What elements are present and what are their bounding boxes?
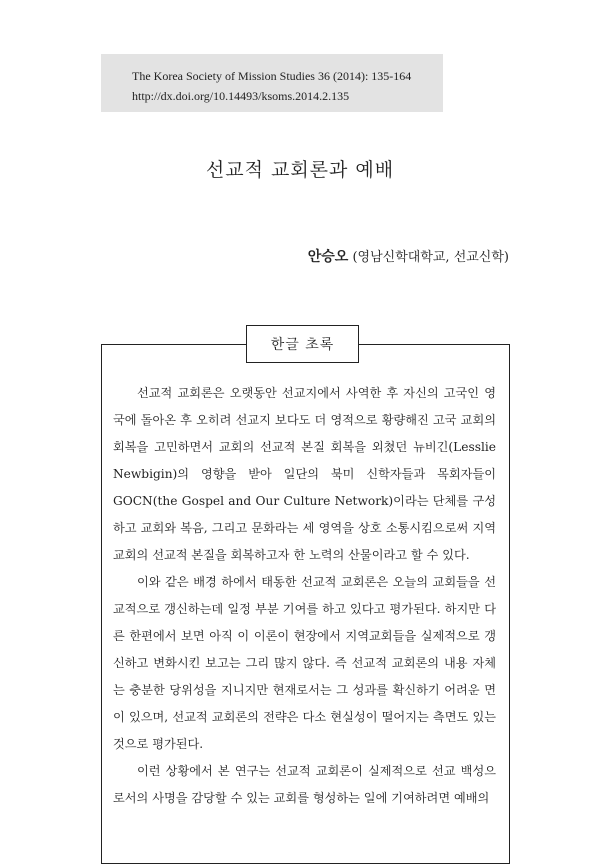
publication-header	[101, 54, 443, 112]
abstract-label: 한글 초록	[246, 325, 359, 363]
abstract-paragraph: 이런 상황에서 본 연구는 선교적 교회론이 실제적으로 선교 백성으로서의 사명을 감당할 수 있는 교회를 형성하는 일에 기여하려면 예배의	[113, 764, 496, 805]
author-line	[308, 246, 509, 266]
author-affiliation: (영남신학대학교, 선교신학)	[352, 250, 509, 265]
abstract-paragraph: 이와 같은 배경 하에서 태동한 선교적 교회론은 오늘의 교회들을 선교적으로 갱신하는데 일정 부분 기여를 하고 있다고 평가된다. 하지만 다른 한편에서 보면 아직 이 이론이 현장에서 지역교회들을 실제적으로 갱신하고 변화시킨 보고는 그리 많지 않다. 즉 선교적 교회론의 내용 자체는 충분한 당위성을 지니지만 현재로서는 그 성과를 확신하기 어려운 면이 있으며, 선교적 교회론의 전략은 다소 현실성이 떨어지는 측면도 있는 것으로 평가된다.	[113, 575, 496, 751]
author-name: 안승오	[307, 249, 349, 265]
abstract-paragraph: 선교적 교회론은 오랫동안 선교지에서 사역한 후 자신의 고국인 영국에 돌아온 후 오히려 선교지 보다도 더 영적으로 황량해진 고국 교회의 회복을 고민하면서 교회의 선교적 본질 회복을 외쳤던 뉴비긴(Lesslie Newbigin)의 영향을 받아 일단의 북미 신학자들과 목회자들이 GOCN(the Gospel and Our Culture Network)이라는 단체를 구성하고 교회와 복음, 그리고 문화라는 세 영역을 상호 소통시킴으로써 지역교회의 선교적 본질을 회복하고자 한 노력의 산물이라고 할 수 있다.	[113, 386, 496, 562]
journal-citation: The Korea Society of Mission Studies 36 (2014): 135-164	[132, 69, 412, 83]
paper-title: 선교적 교회론과 예배	[205, 159, 395, 181]
abstract-body	[113, 380, 496, 812]
doi-link[interactable]: http://dx.doi.org/10.14493/ksoms.2014.2.135	[132, 89, 350, 103]
